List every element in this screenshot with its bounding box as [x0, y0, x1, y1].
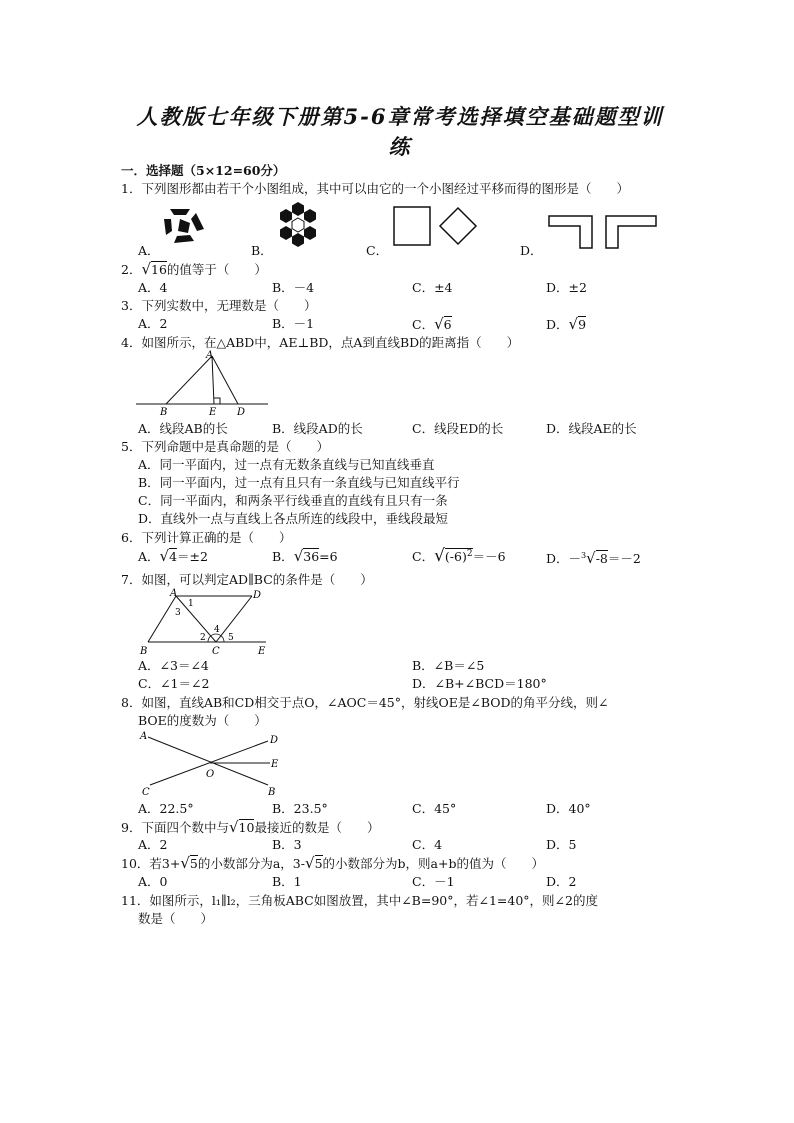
q6-option-c-exponent: 2	[466, 549, 473, 559]
q7-label-4: 4	[214, 625, 220, 635]
q8-label-o: O	[206, 769, 215, 780]
q6-option-d-suffix: ＝－2	[607, 551, 641, 567]
q5-option-b: B．同一平面内，过一点有且只有一条直线与已知直线平行	[138, 475, 460, 490]
q1-option-d: D．	[520, 243, 543, 258]
q1-option-c: C．	[366, 243, 389, 258]
q5-stem: 5．下列命题中是真命题的是（ ）	[121, 439, 329, 454]
q8-label-b: B	[268, 787, 276, 798]
q10-option-c: C．－1	[412, 874, 455, 889]
q1-option-a: A．	[138, 243, 160, 258]
q8-option-a: A．22.5°	[138, 801, 194, 816]
q4-label-e: E	[209, 407, 217, 418]
q7-label-a: A	[170, 588, 178, 599]
q2-option-a: A．4	[138, 280, 168, 295]
q3-option-d-prefix: D．	[546, 317, 569, 332]
q5-option-c: C．同一平面内，和两条平行线垂直的直线有且只有一条	[138, 493, 448, 508]
q10-stem-middle: 的小数部分为a，3-	[197, 856, 305, 871]
title-line-1: 人教版七年级下册第5-6章常考选择填空基础题型训	[136, 104, 664, 129]
q8-stem-line-2: BOE的度数为（ ）	[138, 713, 267, 728]
q7-stem: 7．如图，可以判定AD∥BC的条件是（ ）	[121, 572, 373, 587]
q8-figure	[134, 727, 284, 799]
q11-stem-line-1: 11．如图所示，l₁∥l₂，三角板ABC如图放置，其中∠B=90°，若∠1=40°，则∠2的度	[121, 893, 598, 908]
q6-option-d-prefix: D．－	[546, 551, 582, 567]
q6-option-d-index: 3	[581, 551, 587, 560]
q10-stem: 10．若3+√5的小数部分为a，3-√5的小数部分为b，则a+b的值为（ ）	[121, 854, 544, 872]
q5-option-a: A．同一平面内，过一点有无数条直线与已知直线垂直	[138, 457, 435, 472]
q2-radicand: 16	[151, 262, 167, 277]
q9-stem-suffix: 最接近的数是（ ）	[254, 820, 380, 835]
q2-option-b: B．－4	[272, 280, 315, 295]
q7-figure	[134, 586, 274, 658]
q9-radicand: 10	[238, 820, 255, 835]
q4-option-b: B．线段AD的长	[272, 421, 363, 436]
q9-option-a: A．2	[138, 837, 168, 852]
q2-stem	[121, 261, 267, 278]
q10-option-d: D．2	[546, 874, 577, 889]
q6-option-b-prefix: B．	[272, 549, 294, 564]
q2-stem-prefix: 2．	[121, 262, 142, 277]
q6-option-b-radicand: 36	[303, 549, 320, 564]
q6-option-a-prefix: A．	[138, 549, 160, 564]
q8-label-c: C	[142, 787, 150, 798]
q8-label-d: D	[270, 735, 279, 746]
q3-option-d-radicand: 9	[578, 317, 587, 332]
q3-option-c-radicand: 6	[443, 317, 452, 332]
q1-figure-c	[390, 204, 480, 250]
q11-stem-line-2: 数是（ ）	[138, 911, 214, 926]
q1-figure-d	[546, 212, 662, 252]
q6-option-a-suffix: ＝±2	[177, 549, 208, 564]
q4-option-d: D．线段AE的长	[546, 421, 637, 436]
q7-label-3: 3	[175, 608, 181, 618]
q10-stem-prefix: 10．若3+	[121, 856, 181, 871]
q4-label-d: D	[237, 407, 246, 418]
q9-stem-prefix: 9．下面四个数中与	[121, 820, 229, 835]
q7-label-c: C	[212, 646, 220, 657]
q3-option-c-prefix: C．	[412, 317, 435, 332]
q10-radicand-1: 5	[189, 856, 198, 871]
q8-option-b: B．23.5°	[272, 801, 328, 816]
q10-option-a: A．0	[138, 874, 168, 889]
q10-stem-suffix: 的小数部分为b，则a+b的值为（ ）	[322, 856, 544, 871]
q10-radicand-2: 5	[314, 856, 323, 871]
q4-stem: 4．如图所示，在△ABD中，AE⊥BD，点A到直线BD的距离指（ ）	[121, 335, 520, 350]
q7-option-a: A．∠3＝∠4	[138, 658, 209, 673]
q3-option-c: C．√6	[412, 315, 452, 333]
q5-option-d: D．直线外一点与直线上各点所连的线段中，垂线段最短	[138, 511, 449, 526]
q7-label-2: 2	[200, 633, 206, 643]
q7-label-d: D	[253, 590, 262, 601]
q2-stem-suffix: 的值等于（ ）	[166, 262, 267, 277]
q7-label-5: 5	[228, 633, 234, 643]
q6-option-c-radicand: (-6)	[444, 549, 467, 565]
q4-label-a: A	[206, 350, 214, 361]
q9-option-d: D．5	[546, 837, 577, 852]
q6-option-d-radicand: -8	[595, 551, 608, 567]
q4-label-b: B	[160, 407, 168, 418]
q4-figure	[134, 348, 274, 418]
q2-sqrt: √16	[141, 260, 167, 278]
q7-option-d: D．∠B+∠BCD＝180°	[412, 676, 547, 691]
q8-label-a: A	[140, 731, 148, 742]
title-line-2: 练	[388, 134, 412, 159]
q6-option-b-suffix: =6	[319, 549, 338, 564]
q6-stem: 6．下列计算正确的是（ ）	[121, 530, 292, 545]
q6-option-c-prefix: C．	[412, 549, 435, 565]
q7-label-b: B	[140, 646, 148, 657]
q6-option-a: A．√4＝±2	[138, 547, 208, 565]
section-heading: 一．选择题（5×12=60分）	[121, 163, 286, 178]
q9-option-b: B．3	[272, 837, 302, 852]
q7-label-e: E	[258, 646, 266, 657]
q6-option-d: D．－$^3$√-8＝－2	[546, 549, 641, 568]
q1-option-b: B．	[251, 243, 273, 258]
q1-stem: 1．下列图形都由若干个小图组成，其中可以由它的一个小图经过平移而得的图形是（ ）	[121, 181, 629, 196]
q1-figure-b	[275, 201, 321, 249]
q7-option-c: C．∠1＝∠2	[138, 676, 210, 691]
q3-option-b: B．－1	[272, 316, 315, 331]
q3-option-d: D．√9	[546, 315, 587, 333]
q1-figure-a	[160, 205, 210, 249]
q6-option-c-suffix: ＝－6	[472, 549, 506, 565]
q3-option-a: A．2	[138, 316, 168, 331]
q6-option-b: B．√36=6	[272, 547, 338, 565]
q4-option-a: A．线段AB的长	[138, 421, 228, 436]
q2-option-c: C．±4	[412, 280, 453, 295]
q9-stem: 9．下面四个数中与√10最接近的数是（ ）	[121, 818, 380, 836]
q6-option-c: C．$√(-6)^2=-6$	[412, 546, 506, 567]
q6-option-a-radicand: 4	[169, 549, 178, 564]
q2-option-d: D．±2	[546, 280, 587, 295]
q7-option-b: B．∠B＝∠5	[412, 658, 485, 673]
q3-stem: 3．下列实数中，无理数是（ ）	[121, 298, 317, 313]
q9-option-c: C．4	[412, 837, 443, 852]
q8-option-d: D．40°	[546, 801, 591, 816]
q10-option-b: B．1	[272, 874, 302, 889]
q8-option-c: C．45°	[412, 801, 457, 816]
q8-label-e: E	[271, 759, 279, 770]
q8-stem-line-1: 8．如图，直线AB和CD相交于点O，∠AOC＝45°，射线OE是∠BOD的角平分线，则∠	[121, 695, 609, 710]
q7-label-1: 1	[188, 599, 194, 609]
q4-option-c: C．线段ED的长	[412, 421, 504, 436]
